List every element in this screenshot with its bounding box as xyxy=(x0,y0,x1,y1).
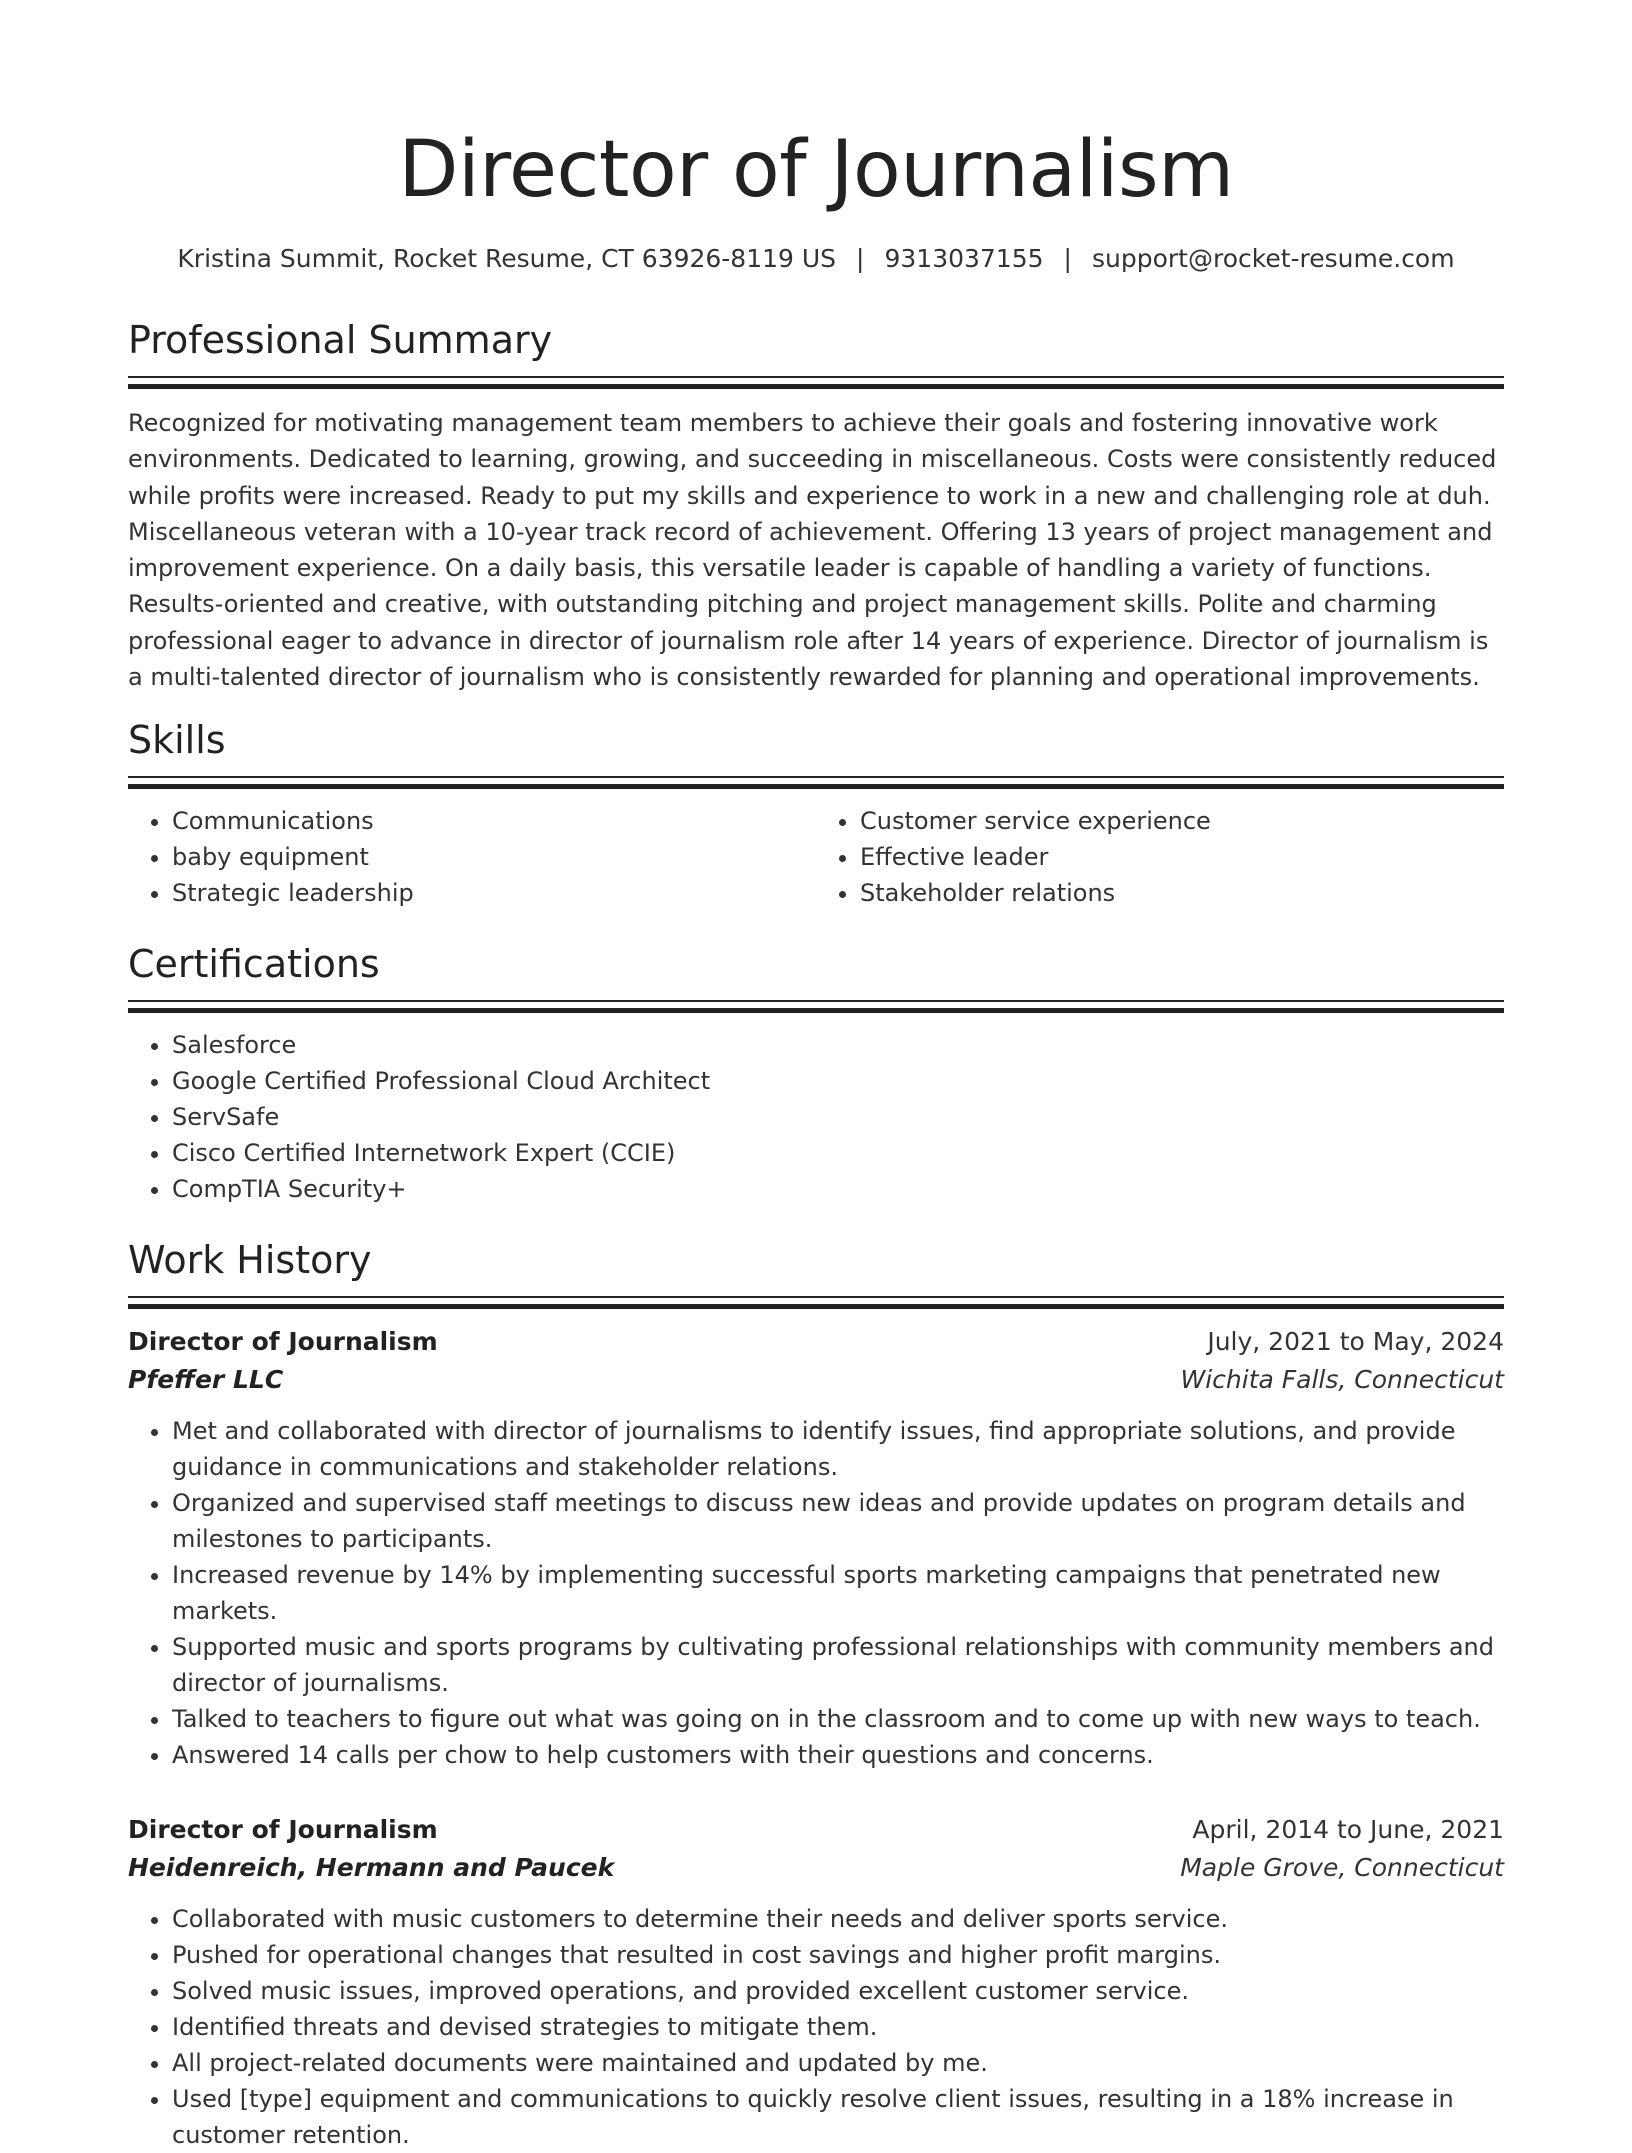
job-bullet: • Collaborated with music customers to determine their needs and deliver sports service. xyxy=(172,1901,1504,1937)
job-bullet: • Used [type] equipment and communications to quickly resolve client issues, resulting in a 18% increase in customer retention. xyxy=(172,2081,1504,2153)
job-dates: April, 2014 to June, 2021 xyxy=(1192,1815,1504,1844)
skills-heading: Skills xyxy=(128,718,226,762)
skill-item: • Strategic leadership xyxy=(172,875,816,911)
job-location: Wichita Falls, Connecticut xyxy=(1180,1365,1504,1394)
certification-item: • Cisco Certified Internetwork Expert (CCIE) xyxy=(172,1135,1504,1171)
contact-line xyxy=(128,242,1504,276)
skill-item: • Effective leader xyxy=(860,839,1504,875)
job-company: Heidenreich, Hermann and Paucek xyxy=(128,1853,615,1882)
job-dates: July, 2021 to May, 2024 xyxy=(1207,1327,1504,1356)
job-bullet: • Met and collaborated with director of journalisms to identify issues, find appropriate solutions, and provide guidance in communications and stakeholder relations. xyxy=(172,1413,1504,1485)
skill-item: • Stakeholder relations xyxy=(860,875,1504,911)
job-header xyxy=(128,1323,1504,1361)
job-bullet: • Answered 14 calls per chow to help customers with their questions and concerns. xyxy=(172,1737,1504,1773)
job-bullet: • Solved music issues, improved operations, and provided excellent customer service. xyxy=(172,1973,1504,2009)
contact-separator: | xyxy=(1063,244,1072,273)
skills-columns xyxy=(128,803,1504,911)
certification-item: • Google Certified Professional Cloud Architect xyxy=(172,1063,1504,1099)
skills-list-right xyxy=(816,803,1504,911)
certifications-heading: Certifications xyxy=(128,942,380,986)
job-entry xyxy=(128,1323,1504,1773)
job-location: Maple Grove, Connecticut xyxy=(1180,1853,1504,1882)
skill-item: • baby equipment xyxy=(172,839,816,875)
skill-item: • Communications xyxy=(172,803,816,839)
work-history-section xyxy=(128,1236,1504,2153)
section-divider xyxy=(128,1000,1504,1013)
job-bullet: • Pushed for operational changes that resulted in cost savings and higher profit margins. xyxy=(172,1937,1504,1973)
contact-email: support@rocket-resume.com xyxy=(1091,244,1455,273)
contact-address: Kristina Summit, Rocket Resume, CT 63926-8119 US xyxy=(177,244,837,273)
job-subheader xyxy=(128,1361,1504,1399)
job-title: Director of Journalism xyxy=(128,1327,438,1356)
job-header xyxy=(128,1811,1504,1849)
certification-item: • CompTIA Security+ xyxy=(172,1171,1504,1207)
skills-list-left xyxy=(128,803,816,911)
job-bullets xyxy=(128,1413,1504,1773)
section-divider xyxy=(128,376,1504,389)
summary-section xyxy=(128,316,1504,695)
summary-heading: Professional Summary xyxy=(128,318,553,362)
summary-text: Recognized for motivating management team members to achieve their goals and fostering innovative work environments. Dedicated to learning, growing, and succeeding in miscellaneous. Costs were consistently reduced while profits were increased. Ready to put my skills and experience to work in a new and challenging role at duh. Miscellaneous veteran with a 10-year track record of achievement. Offering 13 years of project management and improvement experience. On a daily basis, this versatile leader is capable of handling a variety of functions. Results-oriented and creative, with outstanding pitching and project management skills. Polite and charming professional eager to advance in director of journalism role after 14 years of experience. Director of journalism is a multi-talented director of journalism who is consistently rewarded for planning and operational improvements. xyxy=(128,409,1497,692)
job-entry xyxy=(128,1811,1504,2153)
certification-item: • Salesforce xyxy=(172,1027,1504,1063)
certification-item: • ServSafe xyxy=(172,1099,1504,1135)
skills-section xyxy=(128,716,1504,911)
work-history-heading: Work History xyxy=(128,1238,372,1282)
job-bullet: • Talked to teachers to figure out what was going on in the classroom and to come up with new ways to teach. xyxy=(172,1701,1504,1737)
resume-title: Director of Journalism xyxy=(398,125,1234,215)
job-subheader xyxy=(128,1849,1504,1887)
contact-phone: 9313037155 xyxy=(884,244,1044,273)
job-title: Director of Journalism xyxy=(128,1815,438,1844)
job-company: Pfeffer LLC xyxy=(128,1365,284,1394)
job-bullet: • Identified threats and devised strategies to mitigate them. xyxy=(172,2009,1504,2045)
section-divider xyxy=(128,776,1504,789)
job-bullet: • Organized and supervised staff meetings to discuss new ideas and provide updates on program details and milestones to participants. xyxy=(172,1485,1504,1557)
certifications-section xyxy=(128,940,1504,1207)
job-bullet: • Increased revenue by 14% by implementing successful sports marketing campaigns that penetrated new markets. xyxy=(172,1557,1504,1629)
skill-item: • Customer service experience xyxy=(860,803,1504,839)
certifications-list xyxy=(128,1027,1504,1207)
job-bullet: • Supported music and sports programs by cultivating professional relationships with community members and director of journalisms. xyxy=(172,1629,1504,1701)
job-bullet: • All project-related documents were maintained and updated by me. xyxy=(172,2045,1504,2081)
job-bullets xyxy=(128,1901,1504,2153)
section-divider xyxy=(128,1296,1504,1309)
contact-separator: | xyxy=(856,244,865,273)
